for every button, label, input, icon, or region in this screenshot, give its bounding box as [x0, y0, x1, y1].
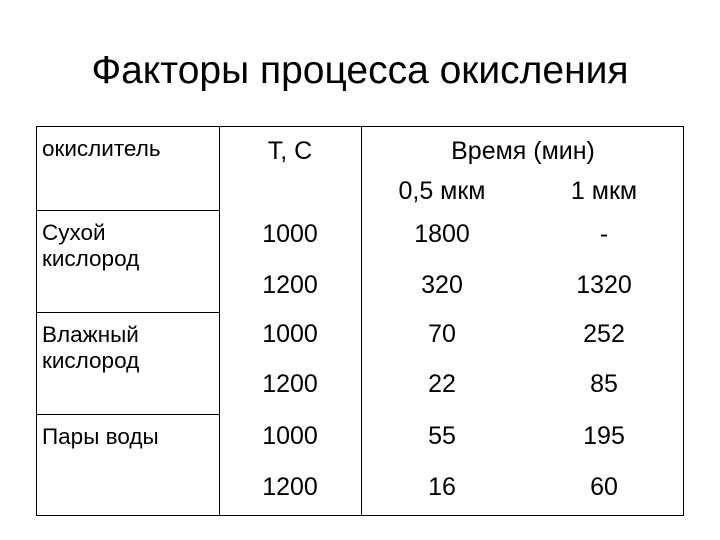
time-cell: 55 — [428, 422, 456, 450]
time-cell: 60 — [590, 473, 618, 501]
row-divider — [37, 312, 219, 313]
temperature-cell: 1200 — [262, 473, 318, 501]
header-thickness-0-5: 0,5 мкм — [398, 177, 486, 205]
temperature-cell: 1200 — [262, 370, 318, 398]
time-cell: 252 — [583, 320, 625, 348]
time-cell: 195 — [583, 422, 625, 450]
temperature-cell: 1000 — [262, 220, 318, 248]
group-name: Сухой — [42, 220, 106, 245]
row-divider — [37, 414, 219, 415]
temperature-cell: 1000 — [262, 422, 318, 450]
time-cell: 1800 — [414, 220, 470, 248]
group-name: кислород — [42, 246, 140, 271]
group-name: Пары воды — [42, 424, 159, 449]
time-cell: 85 — [590, 370, 618, 398]
time-cell: 320 — [421, 271, 463, 299]
time-cell: 16 — [428, 473, 456, 501]
temperature-cell: 1000 — [262, 320, 318, 348]
header-oxidizer: окислитель — [42, 136, 161, 161]
time-cell: 22 — [428, 370, 456, 398]
time-cell: 70 — [428, 320, 456, 348]
time-cell: - — [599, 220, 609, 248]
header-temperature: Т, С — [267, 137, 313, 165]
temperature-cell: 1200 — [262, 271, 318, 299]
header-time: Время (мин) — [451, 137, 595, 165]
time-cell: 1320 — [576, 271, 632, 299]
slide-title: Факторы процесса окисления — [91, 49, 629, 92]
header-thickness-1: 1 мкм — [570, 177, 638, 205]
group-name: Влажный — [42, 322, 139, 347]
oxidation-table — [36, 126, 684, 516]
row-divider — [37, 210, 219, 211]
group-name: кислород — [42, 348, 140, 373]
